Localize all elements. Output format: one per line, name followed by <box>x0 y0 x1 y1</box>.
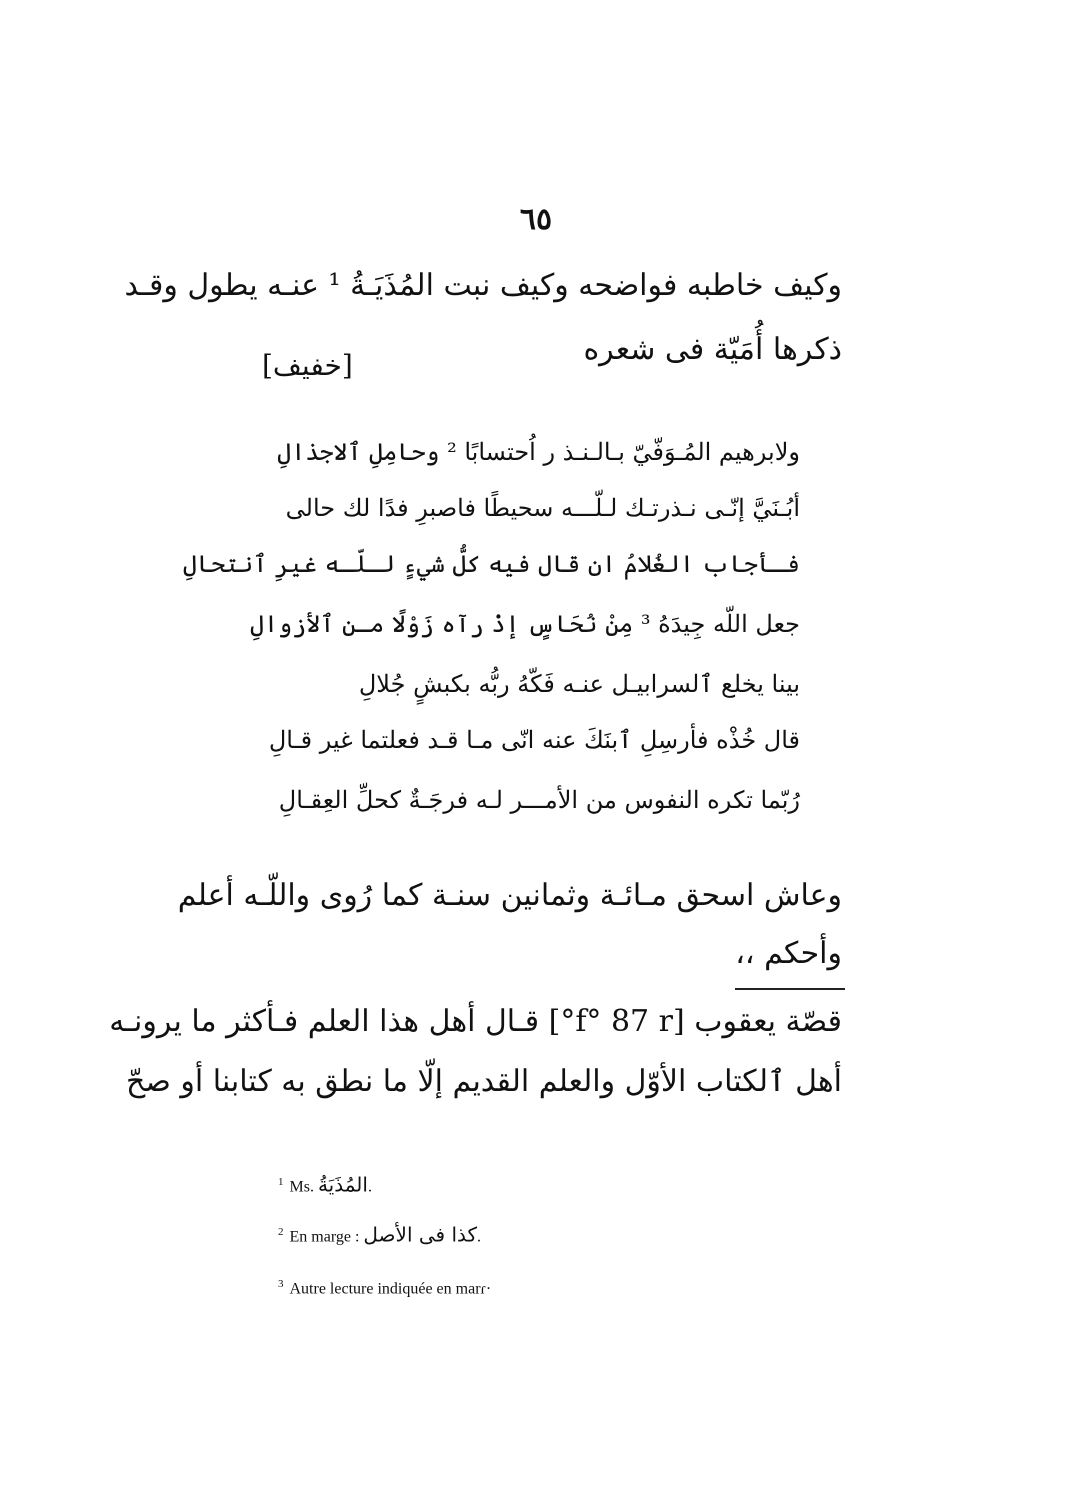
page-number: ٦٥ <box>519 202 553 237</box>
verse-line: قال خُذْه فأرسِلِ ٱبنَكَ عنه انّى مـا قـد فعلتما غير قـالِ <box>268 726 800 754</box>
verse-line: بينا يخلع ٱلسرابيـل عنـه فَكّهُ ربُّه بكبشٍ جُلالِ <box>358 670 800 698</box>
story-heading-line-1: قصّة يعقوب [f° 87 r°] قـال أهل هذا العلم فـأكثر ما يرونـه <box>109 1004 842 1039</box>
footnote-3 <box>278 1272 491 1301</box>
footnote-prefix: Autre lecture indiquée en mar <box>289 1280 481 1298</box>
footnote-prefix: Ms. <box>289 1178 314 1196</box>
footnote-marker: 1 <box>278 1176 284 1188</box>
footnote-marker: 3 <box>278 1278 284 1290</box>
footnote-suffix: . <box>477 1228 482 1246</box>
story-text-line-2: أهل ٱلكتاب الأوّل والعلم القديم إلّا ما نطق به كتابنا أو صحّ <box>125 1064 842 1099</box>
verse-line: فـأجاب الغُلامُ ان قال فيه كلُّ شيءٍ لـلّـه غيرِ ٱنتحالِ <box>182 550 800 578</box>
meter-label: [خفيف] <box>262 349 353 382</box>
verse-line: رُبّما تكره النفوس من الأمـــر لـه فرجَـةٌ كحلِّ العِقـالِ <box>278 786 800 814</box>
footnote-2 <box>278 1220 481 1249</box>
footnote-suffix: . <box>367 1178 372 1196</box>
footnote-marker: 2 <box>278 1226 284 1238</box>
closing-text-line-2: وأحكم ،، <box>735 936 842 971</box>
verse-line: ولابرهيم المُـوَفّيّ بـالـنـذ ر اُحتسابًا ² وحامِلِ ٱلاجذالِ <box>277 438 800 466</box>
intro-text-line-1: وكيف خاطبه فواضحه وكيف نبت المُذَيَـةُ ¹ عنـه يطول وقـد <box>124 268 842 303</box>
verse-line: أبُـنَيَّ إنّـى نـذرتـك لـلّـــه سحيطًا فاصبرِ فدًا لك حالى <box>285 494 800 522</box>
footnote-prefix: En marge : <box>289 1228 360 1246</box>
closing-text-line-1: وعاش اسحق مـائـة وثمانين سنـة كما رُوى واللّـه أعلم <box>177 878 842 913</box>
verse-line: جعل اللّه جِيدَهُ ³ مِنْ نُحَاسٍ إذْ رآه زَوْلًا مـن ٱلأزوالِ <box>249 610 800 638</box>
separator-rule <box>735 988 845 990</box>
footnote-1 <box>278 1170 372 1199</box>
footnote-arabic: المُذَيَةُ <box>317 1172 368 1197</box>
footnote-suffix: ɾ· <box>480 1280 492 1298</box>
intro-text-line-2: ذكرها أُمَيّة فى شعره <box>583 332 842 367</box>
footnote-arabic: كذا فى الأصل <box>363 1222 478 1247</box>
